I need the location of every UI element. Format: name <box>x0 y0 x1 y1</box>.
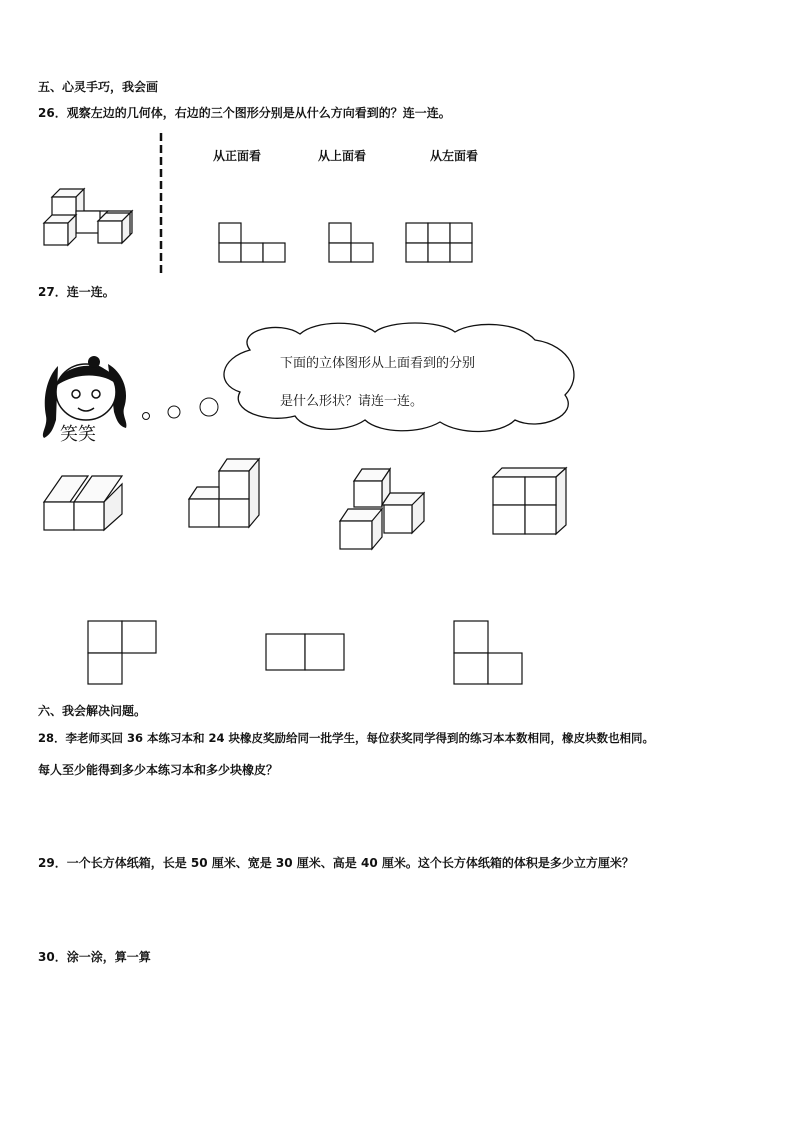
q27-view-shape-1 <box>87 620 159 686</box>
bubble-text-line-2: 是什么形状？请连一连。 <box>280 394 424 409</box>
q27-view-shape-3 <box>453 620 525 686</box>
question-26-text: 26．观察左边的几何体，右边的三个图形分别是从什么方向看到的？连一连。 <box>38 106 451 120</box>
q26-view-shape-c <box>405 222 477 264</box>
section-5-title: 五、心灵手巧，我会画 <box>38 80 159 94</box>
dashed-divider <box>158 133 164 273</box>
question-28-line-2: 每人至少能得到多少本练习本和多少块橡皮？ <box>38 763 279 777</box>
label-left-view: 从左面看 <box>430 149 479 163</box>
q26-solid-figure <box>40 185 145 247</box>
q26-view-shape-a <box>218 222 290 264</box>
question-29-text: 29．一个长方体纸箱，长是 50 厘米、宽是 30 厘米、高是 40 厘米。这个长方体纸箱的体积是多少立方厘米？ <box>38 856 634 870</box>
question-27-text: 27．连一连。 <box>38 285 115 299</box>
q27-solid-3 <box>338 465 430 553</box>
label-front-view: 从正面看 <box>213 149 262 163</box>
girl-illustration <box>38 356 132 444</box>
question-28-line-1: 28．李老师买回 36 本练习本和 24 块橡皮奖励给同一批学生，每位获奖同学得到的练习本本数相同，橡皮块数也相同。 <box>38 731 655 745</box>
q26-view-shape-b <box>328 222 378 264</box>
thought-bubble <box>140 320 585 435</box>
q27-solid-2 <box>187 455 265 530</box>
q27-view-shape-2 <box>265 633 347 673</box>
bubble-text-line-1: 下面的立体图形从上面看到的分别 <box>280 356 476 371</box>
label-top-view: 从上面看 <box>318 149 367 163</box>
question-30-text: 30．涂一涂，算一算 <box>38 950 151 964</box>
q27-solid-4 <box>490 465 570 537</box>
section-6-title: 六、我会解决问题。 <box>38 704 147 718</box>
q27-solid-1 <box>42 474 128 532</box>
girl-caption: 笑笑 <box>60 424 96 444</box>
